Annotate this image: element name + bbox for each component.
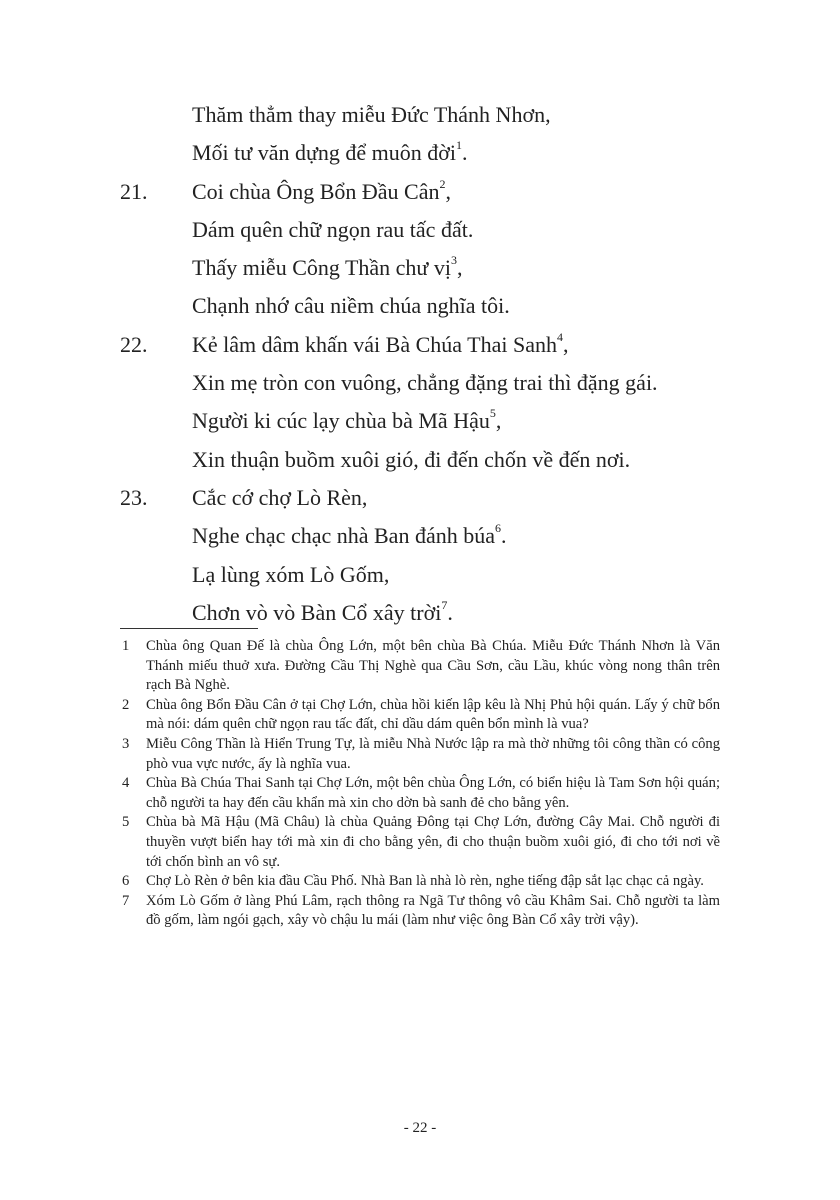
footnote — [120, 872, 720, 892]
footnote-number: 1 — [122, 638, 130, 654]
footnote-number: 3 — [122, 735, 130, 752]
footnote-number: 7 — [122, 892, 130, 909]
verse-block — [120, 96, 760, 632]
verse-punct: , — [456, 255, 463, 281]
footnote-number: 5 — [122, 814, 130, 831]
verse-text — [192, 249, 462, 287]
verse-text-body: Lạ lùng xóm Lò Gốm, — [192, 561, 390, 587]
verse-line — [120, 479, 760, 517]
stanza-number: 22. — [120, 331, 148, 357]
page-number: - 22 - — [403, 1120, 437, 1136]
verse-text — [192, 364, 658, 402]
footnote-number: 4 — [122, 775, 130, 792]
verse-text-body: Mối tư văn dựng để muôn đời — [192, 140, 457, 166]
verse-line — [120, 326, 760, 364]
verse-text-body: Chạnh nhớ câu niềm chúa nghĩa tôi. — [192, 293, 510, 319]
verse-text — [192, 287, 510, 325]
footnote — [120, 813, 720, 872]
verse-line — [120, 556, 760, 594]
verse-line — [120, 211, 760, 249]
footnote-ref[interactable]: 2 — [439, 176, 446, 191]
footnote-text: Chợ Lò Rèn ở bên kia đầu Cầu Phố. Nhà Ban là nhà lò rèn, nghe tiếng đập sắt lạc chạc cả ngày. — [146, 873, 704, 890]
verse-text — [192, 402, 501, 440]
stanza-number: 23. — [120, 484, 148, 510]
verse-text-body: Cắc cớ chợ Lò Rèn, — [192, 484, 368, 510]
footnote-text: Chùa Bà Chúa Thai Sanh tại Chợ Lớn, một bên chùa Ông Lớn, có biển hiệu là Tam Sơn hội quán; chỗ người ta hay đến cầu khẩn mà xin cho dờn bà sanh đẻ cho bằng yên. — [146, 775, 720, 811]
verse-punct: , — [445, 178, 451, 204]
verse-text-body: Người ki cúc lạy chùa bà Mã Hậu — [192, 408, 490, 434]
verse-text-body: Thấy miễu Công Thần chư vị — [192, 255, 451, 281]
verse-punct: . — [462, 140, 468, 166]
verse-line — [120, 594, 760, 632]
verse-text — [192, 134, 468, 172]
footnote-text: Chùa ông Bổn Đầu Cân ở tại Chợ Lớn, chùa hồi kiến lập kêu là Nhị Phủ hội quán. Lấy ý chữ bổn mà nói: dám quên chữ ngọn rau tấc đất, chỉ dầu dám quên bổn mình là vua? — [146, 696, 720, 733]
verse-text — [192, 211, 473, 249]
verse-text — [192, 173, 451, 211]
footnote-text: Miễu Công Thần là Hiển Trung Tự, là miễu Nhà Nước lập ra mà thờ những tôi công thần có công phò vua vực nước, ấy là nghĩa vua. — [146, 735, 720, 772]
verse-text-body: Xin thuận buồm xuôi gió, đi đến chốn về đến nơi. — [192, 446, 631, 472]
footnote-ref[interactable]: 7 — [441, 597, 448, 612]
verse-line — [120, 96, 760, 134]
footnote — [120, 735, 720, 774]
footnote-text: Chùa bà Mã Hậu (Mã Châu) là chùa Quảng Đông tại Chợ Lớn, đường Cây Mai. Chỗ người đi thuyền vượt biển hay tới mà xin đi cho bằng yên, đi cho thuận buồm xuôi gió, đi cho tới nơi về tới chốn bình an vô sự. — [146, 814, 720, 870]
footnote-ref[interactable]: 5 — [489, 406, 496, 421]
verse-punct: . — [500, 523, 507, 549]
verse-line — [120, 287, 760, 325]
verse-line — [120, 173, 760, 211]
verse-text — [192, 96, 551, 134]
verse-text — [192, 556, 389, 594]
verse-text — [192, 441, 630, 479]
footnote — [120, 774, 720, 813]
footnote-divider — [120, 628, 258, 629]
footnotes — [120, 637, 720, 931]
footnote-number: 2 — [122, 696, 130, 713]
footnote-ref[interactable]: 4 — [556, 329, 563, 344]
verse-line — [120, 249, 760, 287]
stanza-number: 21. — [120, 178, 148, 204]
verse-line — [120, 134, 760, 172]
footnote — [120, 637, 720, 696]
verse-line — [120, 517, 760, 555]
verse-text-body: Thăm thẳm thay miễu Đức Thánh Nhơn, — [192, 102, 551, 127]
verse-punct: , — [495, 408, 502, 434]
footnote-text: Xóm Lò Gốm ở làng Phú Lâm, rạch thông ra Ngã Tư thông vô cầu Khâm Sai. Chỗ người ta làm đồ gốm, làm ngói gạch, xây vò chậu lu mái (làm như việc ông Bàn Cổ xây trời vậy). — [146, 892, 720, 929]
footnote-text: Chùa ông Quan Đế là chùa Ông Lớn, một bên chùa Bà Chúa. Miễu Đức Thánh Nhơn là Văn Thánh miếu thuở xưa. Đường Cầu Thị Nghè qua Cầu Sơn, cầu Lầu, khúc vòng nong thân trên rạch Bà Nghè. — [146, 638, 720, 694]
verse-punct: , — [562, 331, 569, 357]
verse-text — [192, 517, 506, 555]
verse-text-body: Dám quên chữ ngọn rau tấc đất. — [192, 216, 474, 242]
verse-text-body: Kẻ lâm dâm khấn vái Bà Chúa Thai Sanh — [192, 331, 557, 357]
footnote — [120, 892, 720, 931]
verse-text — [192, 479, 367, 517]
footnote-ref[interactable]: 3 — [450, 253, 457, 268]
verse-punct: . — [447, 599, 453, 625]
verse-text-body: Xin mẹ tròn con vuông, chẳng đặng trai thì đặng gái. — [192, 370, 658, 396]
verse-line — [120, 402, 760, 440]
footnote-ref[interactable]: 6 — [494, 521, 501, 536]
footnote — [120, 696, 720, 735]
verse-text-body: Nghe chạc chạc nhà Ban đánh búa — [192, 523, 495, 549]
verse-text-body: Chơn vò vò Bàn Cổ xây trời — [192, 599, 442, 625]
verse-text-body: Coi chùa Ông Bổn Đầu Cân — [192, 178, 440, 204]
verse-line — [120, 364, 760, 402]
footnote-ref[interactable]: 1 — [456, 138, 463, 153]
footnote-number: 6 — [122, 873, 130, 890]
verse-line — [120, 441, 760, 479]
verse-text — [192, 594, 453, 632]
verse-text — [192, 326, 568, 364]
